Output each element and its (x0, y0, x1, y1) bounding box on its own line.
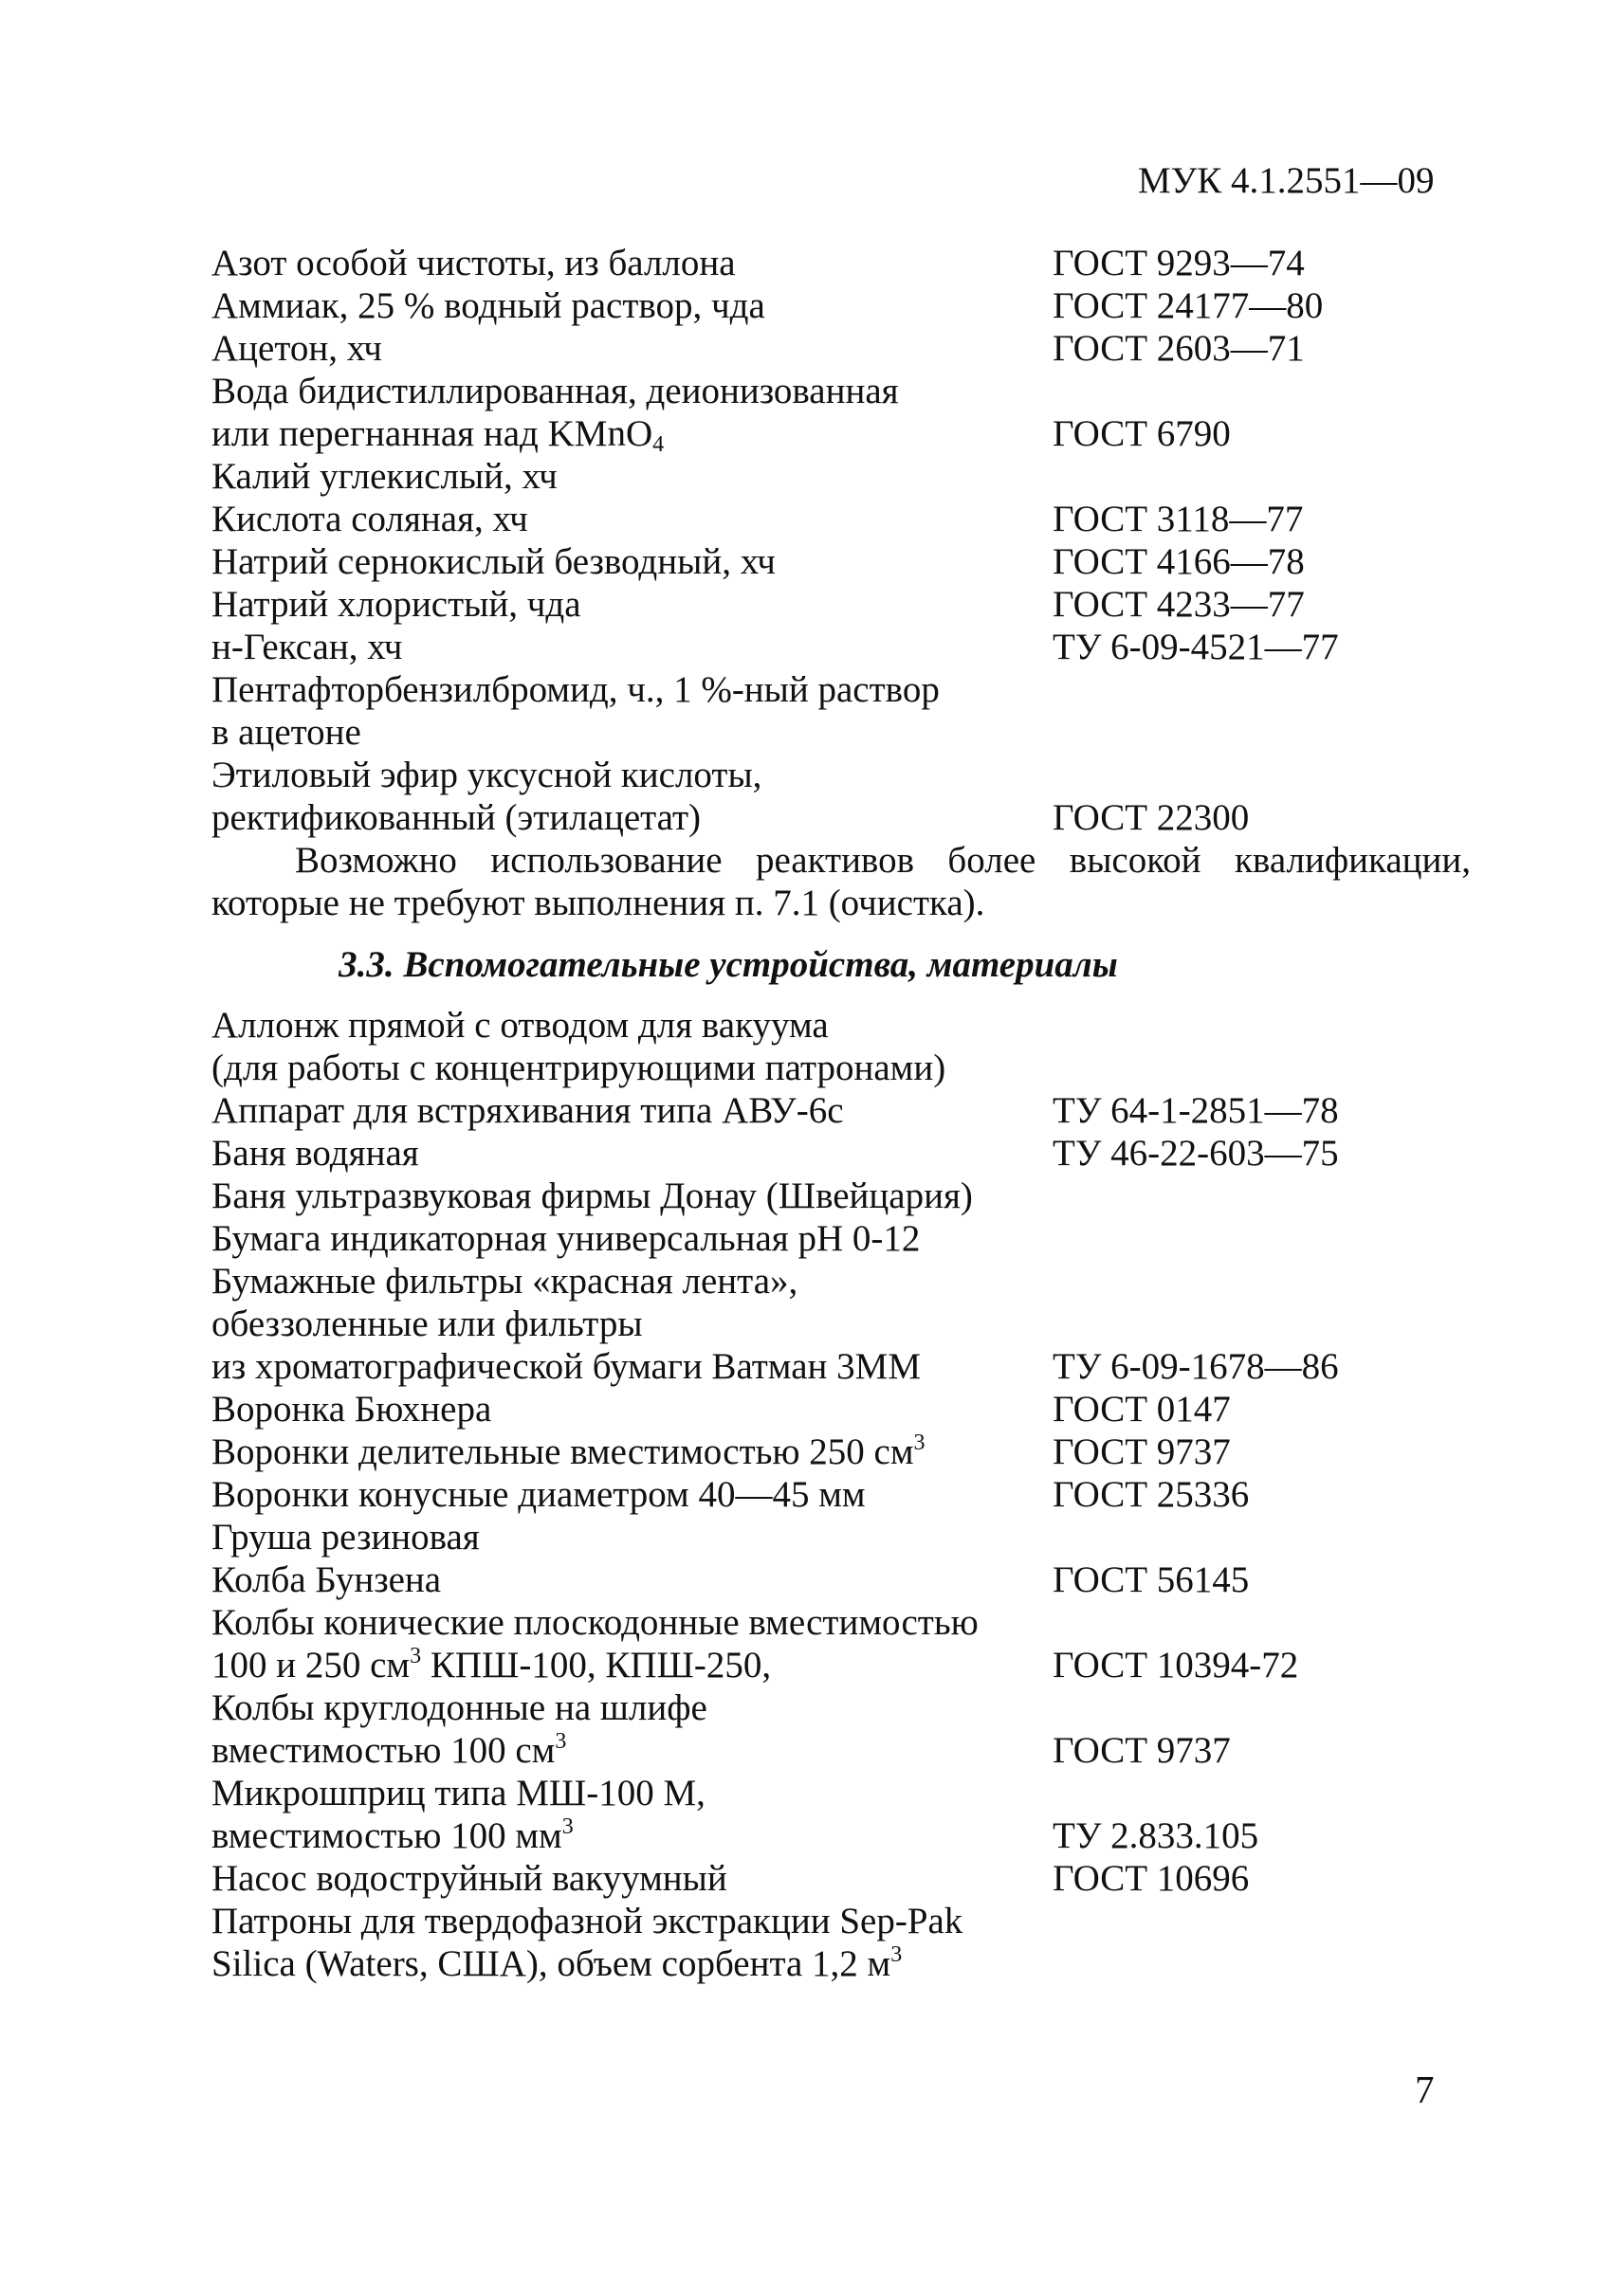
item-name: Аммиак, 25 % водный раствор, чда (211, 285, 765, 326)
item-name: Натрий хлористый, чда (211, 584, 581, 625)
list-item (211, 284, 1473, 327)
item-standard: ГОСТ 6790 (1053, 413, 1231, 454)
list-item (211, 1900, 1473, 1942)
item-name: Колбы круглодонные на шлифе (211, 1687, 707, 1728)
list-item (211, 1260, 1473, 1303)
item-standard: ТУ 6-09-1678—86 (1053, 1346, 1339, 1387)
item-name: Аппарат для встряхивания типа АВУ-6с (211, 1090, 844, 1131)
list-item (211, 1601, 1473, 1644)
item-standard: ГОСТ 4233—77 (1053, 584, 1305, 625)
item-name: Кислота соляная, хч (211, 499, 528, 539)
list-item (211, 1729, 1473, 1772)
list-item (211, 1303, 1473, 1345)
document-code: МУК 4.1.2551—09 (1138, 160, 1435, 201)
item-name: Груша резиновая (211, 1517, 480, 1558)
list-item (211, 1047, 1473, 1089)
item-name: Бумага индикаторная универсальная рН 0-12 (211, 1218, 921, 1259)
list-item (211, 455, 1473, 498)
item-standard: ГОСТ 56145 (1053, 1559, 1250, 1600)
list-item (211, 1814, 1473, 1857)
item-name: Микрошприц типа МШ-100 М, (211, 1773, 706, 1813)
item-standard: ГОСТ 24177—80 (1053, 285, 1324, 326)
page-number: 7 (1415, 2068, 1435, 2111)
list-item (211, 1772, 1473, 1814)
item-name: н-Гексан, хч (211, 627, 403, 667)
item-name: в ацетоне (211, 712, 361, 753)
list-item (211, 1516, 1473, 1558)
list-item (211, 1644, 1473, 1686)
item-name: Азот особой чистоты, из баллона (211, 243, 736, 283)
list-item (211, 1473, 1473, 1516)
list-item (211, 1430, 1473, 1473)
item-standard: ГОСТ 9737 (1053, 1431, 1231, 1472)
item-name: Баня ультразвуковая фирмы Донау (Швейцария) (211, 1175, 973, 1216)
item-name: Баня водяная (211, 1133, 419, 1174)
list-item (211, 242, 1473, 284)
item-name: Воронки конусные диаметром 40—45 мм (211, 1474, 866, 1515)
item-name: вместимостью 100 $мм^3$ (211, 1814, 574, 1856)
item-standard: ГОСТ 10696 (1053, 1858, 1250, 1899)
list-item (211, 370, 1473, 412)
item-name: Калий углекислый, хч (211, 456, 558, 497)
list-item (211, 1217, 1473, 1260)
list-item (211, 1857, 1473, 1900)
item-name: Пентафторбензилбромид, ч., 1 %-ный раствор (211, 669, 940, 710)
item-standard: ГОСТ 9293—74 (1053, 243, 1305, 283)
list-item (211, 498, 1473, 540)
item-name: ректификованный (этилацетат) (211, 797, 701, 838)
item-standard: ТУ 6-09-4521—77 (1053, 627, 1339, 667)
list-item (211, 668, 1473, 711)
list-item (211, 1558, 1473, 1601)
item-name: или перегнанная над KMnO$_4$ (211, 413, 665, 457)
item-standard: ГОСТ 2603—71 (1053, 328, 1305, 369)
page-content (211, 242, 1473, 1985)
item-name: Натрий сернокислый безводный, хч (211, 541, 776, 582)
item-standard: ГОСТ 4166—78 (1053, 541, 1305, 582)
list-item (211, 754, 1473, 796)
list-item (211, 327, 1473, 370)
item-name: Насос водоструйный вакуумный (211, 1858, 727, 1899)
devices-list (211, 1004, 1473, 1985)
list-item (211, 540, 1473, 583)
item-name: Колба Бунзена (211, 1559, 442, 1600)
item-standard: ГОСТ 25336 (1053, 1474, 1250, 1515)
item-standard: ГОСТ 3118—77 (1053, 499, 1304, 539)
list-item (211, 1388, 1473, 1430)
item-standard: ГОСТ 0147 (1053, 1389, 1231, 1430)
item-name: Silica (Waters, США), объем сорбента 1,2 $м^3$ (211, 1942, 903, 1984)
item-name: вместимостью 100 $см^3$ (211, 1729, 567, 1771)
item-name: Бумажные фильтры «красная лента», (211, 1261, 798, 1302)
item-name: Вода бидистиллированная, деионизованная (211, 371, 899, 411)
item-standard: ТУ 64-1-2851—78 (1053, 1090, 1339, 1131)
list-item (211, 412, 1473, 455)
note-paragraph: Возможно использование реактивов более высокой квалификации, которые не требуют выполнения п. 7.1 (очистка). (211, 840, 1471, 923)
item-name: Колбы конические плоскодонные вместимостью (211, 1602, 979, 1643)
section-title: 3.3. Вспомогательные устройства, материалы (339, 944, 1118, 985)
reagents-list (211, 242, 1473, 839)
item-name: Ацетон, хч (211, 328, 382, 369)
list-item (211, 1175, 1473, 1217)
list-item (211, 1686, 1473, 1729)
item-name: Этиловый эфир уксусной кислоты, (211, 755, 762, 795)
list-item (211, 796, 1473, 839)
item-name: 100 и 250 $см^3$ КПШ-100, КПШ-250, (211, 1644, 772, 1686)
item-name: (для работы с концентрирующими патронами) (211, 1048, 946, 1088)
item-name: Аллонж прямой с отводом для вакуума (211, 1005, 829, 1046)
item-standard: ГОСТ 10394-72 (1053, 1645, 1299, 1686)
item-name: Воронки делительные вместимостью 250 $см^3$ (211, 1430, 926, 1472)
list-item (211, 1942, 1473, 1985)
list-item (211, 1345, 1473, 1388)
list-item (211, 1132, 1473, 1175)
item-name: из хроматографической бумаги Ватман 3ММ (211, 1346, 922, 1387)
item-standard: ГОСТ 9737 (1053, 1730, 1231, 1771)
item-standard: ГОСТ 22300 (1053, 797, 1250, 838)
item-name: обеззоленные или фильтры (211, 1303, 643, 1344)
item-name: Воронка Бюхнера (211, 1389, 492, 1430)
list-item (211, 1004, 1473, 1047)
item-name: Патроны для твердофазной экстракции Sep-Pak (211, 1901, 963, 1941)
item-standard: ТУ 2.833.105 (1053, 1815, 1259, 1856)
list-item (211, 626, 1473, 668)
list-item (211, 711, 1473, 754)
list-item (211, 583, 1473, 626)
item-standard: ТУ 46-22-603—75 (1053, 1133, 1339, 1174)
list-item (211, 1089, 1473, 1132)
